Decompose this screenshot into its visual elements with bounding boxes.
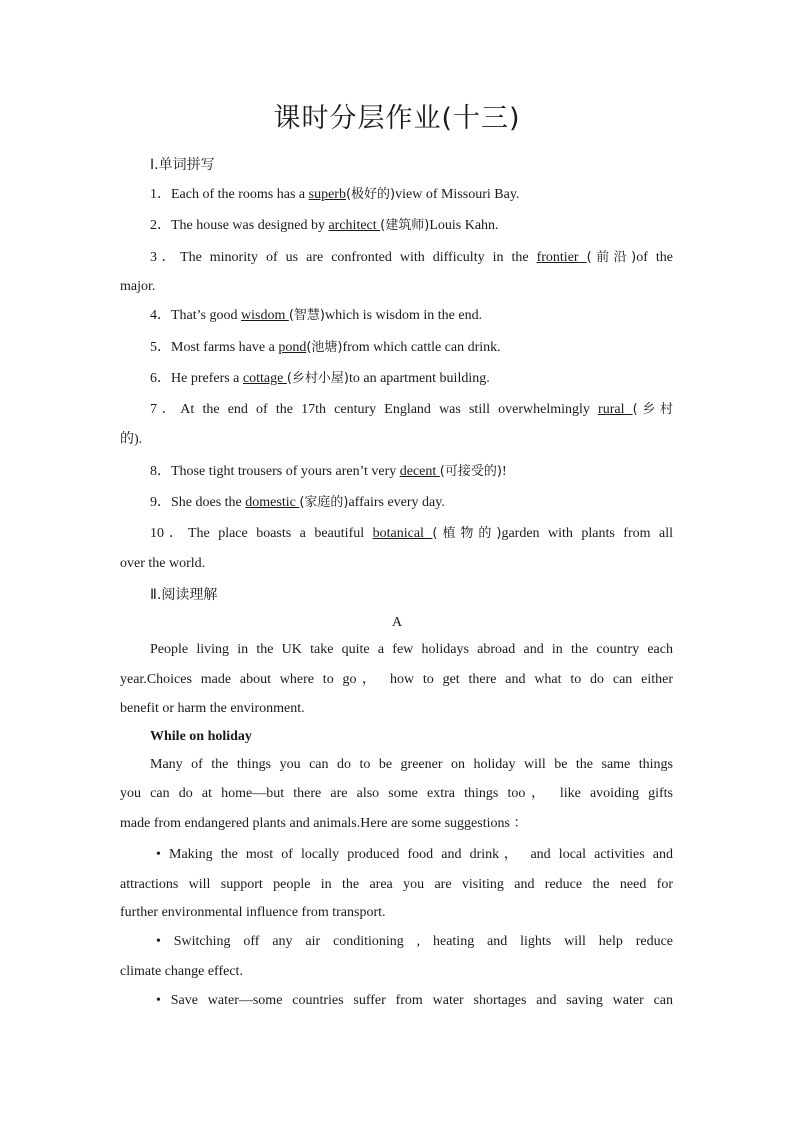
chinese-hint: (家庭的)	[299, 495, 349, 510]
item-text: affairs every day.	[348, 495, 445, 510]
item-text: At the end of the 17th century England was still overwhelmingly	[180, 402, 599, 417]
chinese-hint: (建筑师)	[380, 218, 430, 233]
item-text: That’s good	[171, 308, 241, 323]
answer-word: botanical	[372, 526, 433, 541]
item-number: 6．	[150, 371, 171, 386]
passage-label: A	[391, 615, 403, 630]
paragraph-line: benefit or harm the environment.	[120, 701, 305, 716]
spelling-item	[150, 493, 673, 513]
paragraph-line: Many of the things you can do to be greener on holiday will be the same things	[150, 757, 673, 772]
spelling-item	[150, 216, 673, 236]
chinese-hint: (前沿)	[586, 250, 637, 265]
section-heading-spelling: Ⅰ.单词拼写	[150, 157, 215, 173]
item-text: garden with plants from all	[501, 526, 673, 541]
item-text: Those tight trousers of yours aren’t very	[171, 464, 400, 479]
answer-word: wisdom	[241, 308, 289, 323]
bullet-line: • Save water—some countries suffer from water shortages and saving water can	[156, 993, 673, 1008]
answer-word: rural	[598, 402, 633, 417]
item-text: !	[501, 464, 507, 479]
item-number: 10．	[150, 526, 188, 541]
item-text: The house was designed by	[171, 218, 329, 233]
chinese-hint: (植物的)	[432, 526, 502, 541]
item-text: of the	[636, 250, 674, 265]
spelling-item	[150, 524, 673, 544]
bullet-line: • Switching off any air conditioning , heating and lights will help reduce	[156, 934, 673, 949]
item-text: which is wisdom in the end.	[325, 308, 483, 323]
item-number: 7．	[150, 402, 181, 417]
bullet-line: further environmental influence from transport.	[120, 905, 386, 920]
item-text: Each of the rooms has a	[171, 187, 309, 202]
item-number: 9．	[150, 495, 171, 510]
page-title: 课时分层作业(十三)	[273, 103, 521, 134]
item-number: 8．	[150, 464, 171, 479]
item-number: 3．	[150, 250, 181, 265]
answer-word: cottage	[242, 371, 287, 386]
item-number: 1．	[150, 187, 171, 202]
spelling-item	[150, 248, 673, 268]
spelling-item	[150, 338, 673, 358]
chinese-hint: (极好的)	[345, 187, 396, 202]
subheading: While on holiday	[150, 729, 252, 744]
chinese-hint: (可接受的)	[439, 464, 502, 479]
spelling-item	[150, 369, 673, 389]
bullet-line: • Making the most of locally produced food and drink， and local activities and	[156, 847, 673, 862]
item-text: The place boasts a beautiful	[187, 526, 373, 541]
chinese-hint: (乡村小屋)	[286, 371, 349, 386]
item-number: 4．	[150, 308, 171, 323]
item-text: view of Missouri Bay.	[395, 187, 520, 202]
item-text: She does the	[171, 495, 246, 510]
item-text: Louis Kahn.	[429, 218, 499, 233]
item-text: Most farms have a	[171, 340, 279, 355]
item-number: 5．	[150, 340, 171, 355]
answer-word: architect	[328, 218, 381, 233]
spelling-item-continuation: over the world.	[120, 556, 206, 571]
spelling-item	[150, 185, 673, 205]
item-text: The minority of us are confronted with difficulty in the	[180, 250, 537, 265]
chinese-hint: (池塘)	[306, 340, 343, 355]
spelling-item	[150, 462, 673, 482]
chinese-hint: (智慧)	[288, 308, 325, 323]
paragraph-line: People living in the UK take quite a few holidays abroad and in the country each	[150, 642, 673, 657]
section-heading-reading: Ⅱ.阅读理解	[150, 587, 218, 603]
paragraph-line: year.Choices made about where to go， how to get there and what to do can either	[120, 672, 673, 687]
spelling-item-continuation: major.	[120, 279, 156, 294]
answer-word: superb	[308, 187, 346, 202]
answer-word: frontier	[536, 250, 587, 265]
spelling-item	[150, 400, 673, 420]
item-text: to an apartment building.	[348, 371, 490, 386]
item-text: He prefers a	[171, 371, 243, 386]
item-text: from which cattle can drink.	[342, 340, 501, 355]
answer-word: pond	[278, 340, 307, 355]
item-number: 2．	[150, 218, 171, 233]
spelling-item	[150, 306, 673, 326]
paragraph-line: made from endangered plants and animals.Here are some suggestions ：	[120, 816, 528, 831]
chinese-hint: (乡村	[632, 402, 673, 417]
answer-word: decent	[399, 464, 440, 479]
paragraph-line: you can do at home—but there are also some extra things too， like avoiding gifts	[120, 786, 673, 801]
spelling-item-continuation: 的).	[120, 432, 143, 447]
bullet-line: attractions will support people in the area you are visiting and reduce the need for	[120, 877, 673, 892]
bullet-line: climate change effect.	[120, 964, 243, 979]
answer-word: domestic	[245, 495, 300, 510]
